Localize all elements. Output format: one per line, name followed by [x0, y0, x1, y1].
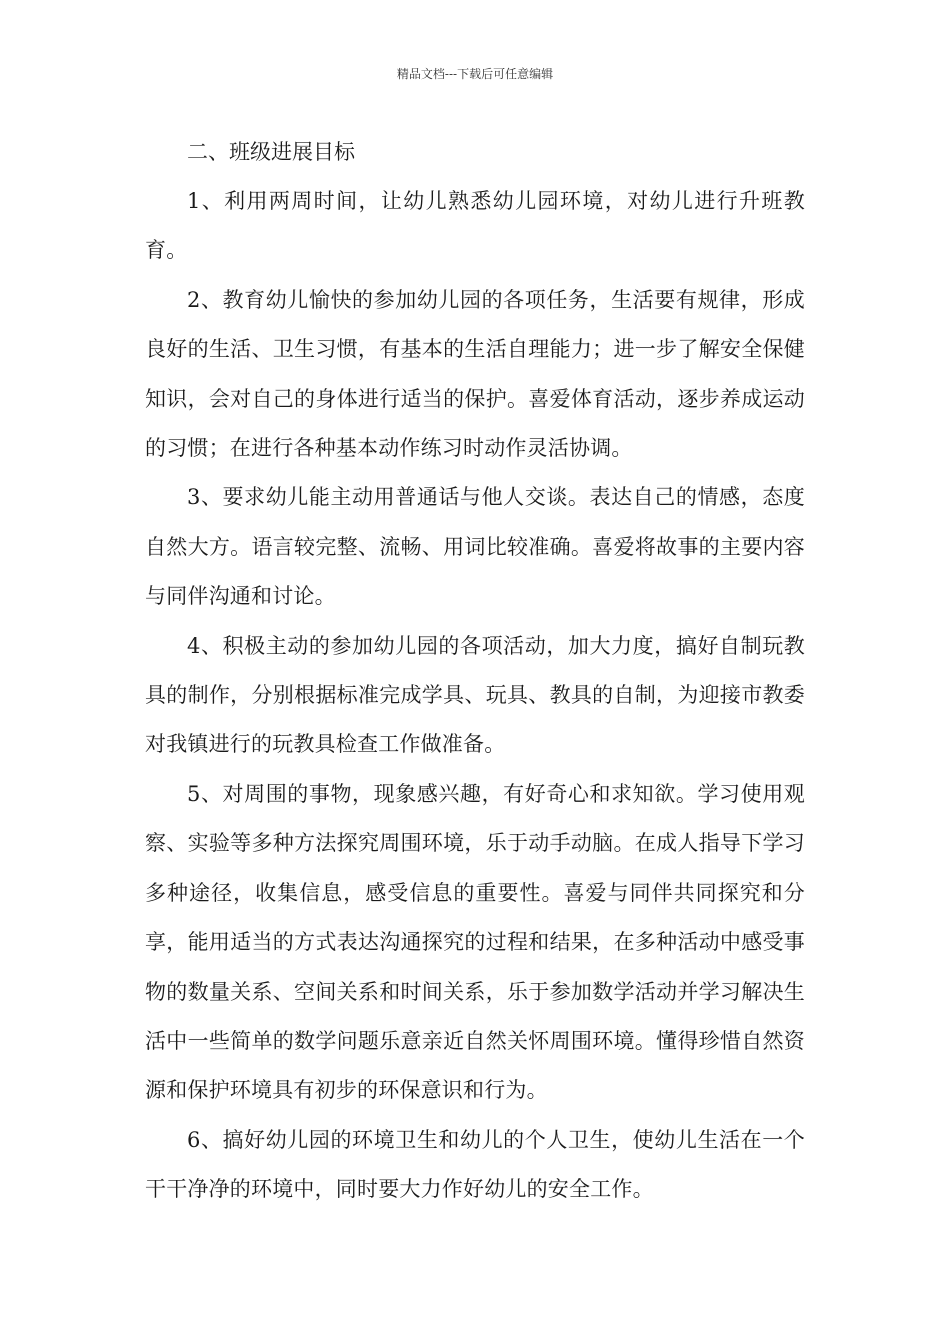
page-header: 精品文档---下载后可任意编辑 — [396, 67, 554, 81]
paragraph-goal-5: 5、对周围的事物，现象感兴趣，有好奇心和求知欲。学习使用观察、实验等多种方法探究周围环境，乐于动手动脑。在成人指导下学习多种途径，收集信息，感受信息的重要性。喜爱与同伴共同探究和分享，能用适当的方式表达沟通探究的过程和结果，在多种活动中感受事物的数量关系、空间关系和时间关系，乐于参加数学活动并学习解决生活中一些简单的数学问题乐意亲近自然关怀周围环境。懂得珍惜自然资源和保护环境具有初步的环保意识和行为。 — [145, 781, 805, 1103]
paragraph-goal-6: 6、搞好幼儿园的环境卫生和幼儿的个人卫生，使幼儿生活在一个干干净净的环境中，同时要大力作好幼儿的安全工作。 — [145, 1127, 805, 1202]
paragraph-goal-4: 4、积极主动的参加幼儿园的各项活动，加大力度，搞好自制玩教具的制作，分别根据标准完成学具、玩具、教具的自制，为迎接市教委对我镇进行的玩教具检查工作做准备。 — [145, 633, 805, 757]
paragraph-goal-2: 2、教育幼儿愉快的参加幼儿园的各项任务，生活要有规律，形成良好的生活、卫生习惯，有基本的生活自理能力；进一步了解安全保健知识，会对自己的身体进行适当的保护。喜爱体育活动，逐步养成运动的习惯；在进行各种基本动作练习时动作灵活协调。 — [145, 287, 805, 461]
section-heading: 二、班级进展目标 — [187, 140, 355, 164]
document-body — [145, 128, 805, 1215]
paragraph-goal-1: 1、利用两周时间，让幼儿熟悉幼儿园环境，对幼儿进行升班教育。 — [145, 189, 805, 263]
paragraph-goal-3: 3、要求幼儿能主动用普通话与他人交谈。表达自己的情感，态度自然大方。语言较完整、流畅、用词比较准确。喜爱将故事的主要内容与同伴沟通和讨论。 — [145, 485, 805, 609]
